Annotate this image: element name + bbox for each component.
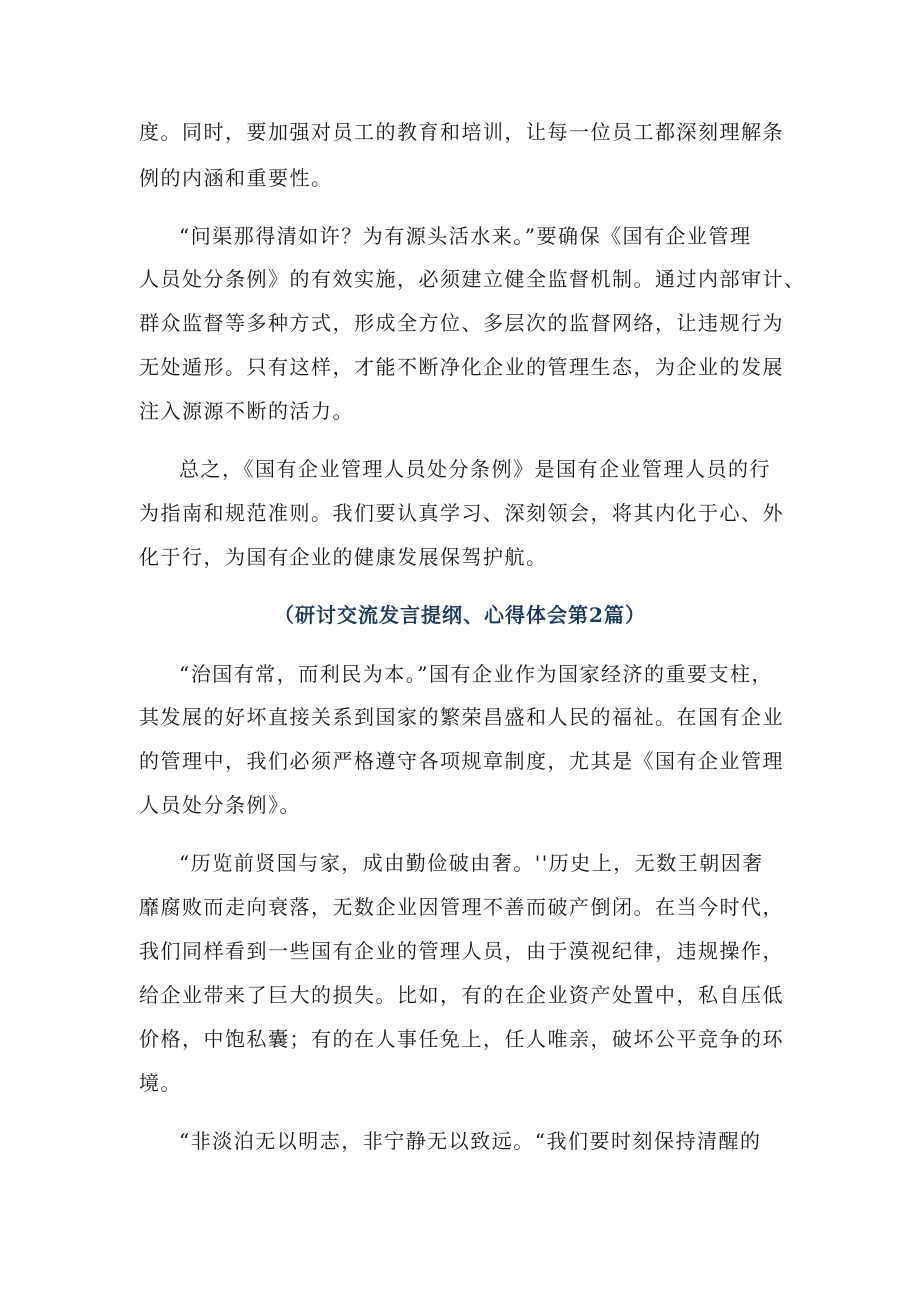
para1-line-1: 度。同时，要加强对员工的教育和培训，让每一位员工都深刻理解条	[139, 120, 784, 144]
para1-line-2: 例的内涵和重要性。	[139, 166, 333, 190]
para4-line-2: 其发展的好坏直接关系到国家的繁荣昌盛和人民的福祉。在国有企业	[139, 705, 784, 729]
para5-line-4: 给企业带来了巨大的损失。比如，有的在企业资产处置中，私自压低	[139, 983, 784, 1007]
para3-line-3: 化于行，为国有企业的健康发展保驾护航。	[139, 545, 548, 569]
para6-line-1: “非淡泊无以明志，非宁静无以致远。“我们要时刻保持清醒的	[179, 1129, 762, 1153]
para5-line-1: “历览前贤国与家，成由勤俭破由奢。''历史上，无数王朝因奢	[179, 851, 764, 875]
para3-line-2: 为指南和规范准则。我们要认真学习、深刻领会，将其内化于心、外	[139, 501, 784, 525]
para3-line-1: 总之，《国有企业管理人员处分条例》是国有企业管理人员的行	[179, 457, 771, 481]
para2-line-4: 无处遁形。只有这样，才能不断净化企业的管理生态，为企业的发展	[139, 355, 784, 379]
para4-line-3: 的管理中，我们必须严格遵守各项规章制度，尤其是《国有企业管理	[139, 749, 784, 773]
para2-line-3: 群众监督等多种方式，形成全方位、多层次的监督网络，让违规行为	[139, 311, 784, 335]
para5-line-6: 境。	[139, 1071, 182, 1095]
para5-line-2: 靡腐败而走向衰落，无数企业因管理不善而破产倒闭。在当今时代，	[139, 895, 784, 919]
para5-line-5: 价格，中饱私囊；有的在人事任免上，任人唯亲，破坏公平竞争的环	[139, 1027, 784, 1051]
section-heading: （研讨交流发言提纲、心得体会第2篇）	[274, 603, 646, 627]
para2-line-2: 人员处分条例》的有效实施，必须建立健全监督机制。通过内部审计、	[139, 267, 806, 291]
para4-line-4: 人员处分条例》。	[139, 793, 301, 817]
para2-line-1: “问渠那得清如许？为有源头活水来。”要确保《国有企业管理	[179, 224, 752, 248]
para2-line-5: 注入源源不断的活力。	[139, 399, 354, 423]
para4-line-1: “治国有常，而利民为本。”国有企业作为国家经济的重要支柱，	[179, 662, 773, 686]
para5-line-3: 我们同样看到一些国有企业的管理人员，由于漠视纪律，违规操作，	[139, 939, 784, 963]
